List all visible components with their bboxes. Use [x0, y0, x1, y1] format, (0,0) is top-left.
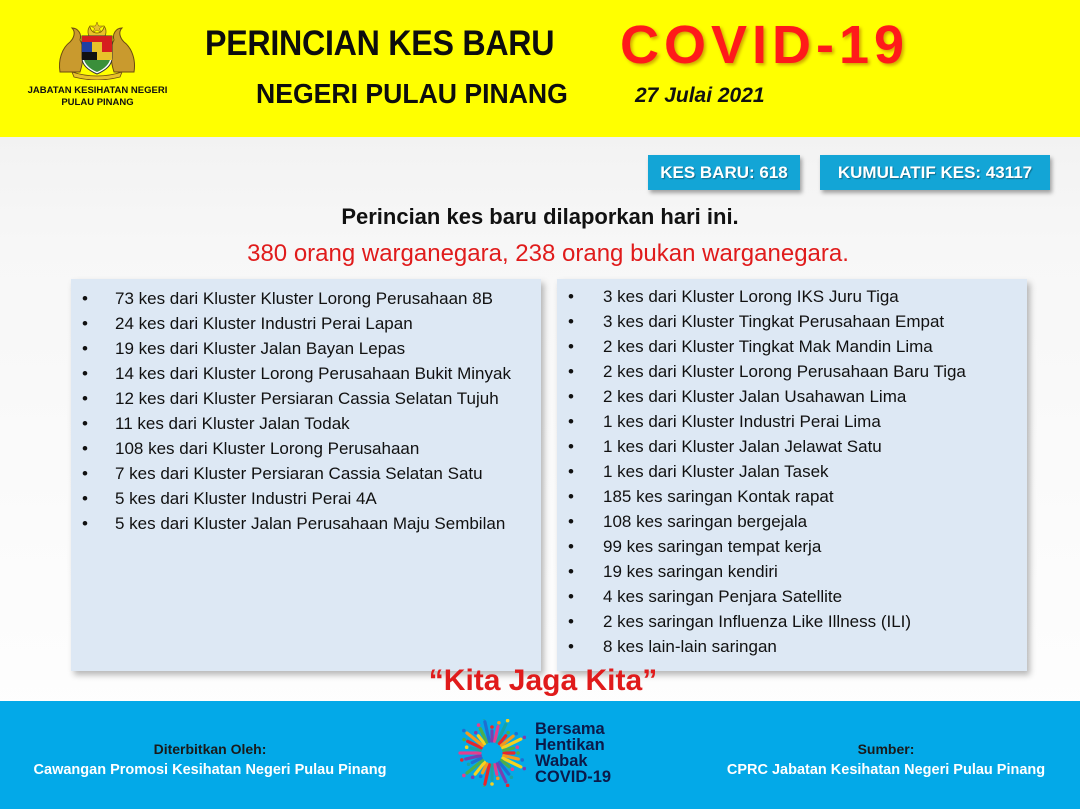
burst-dot: [506, 784, 510, 787]
list-item: • 108 kes saringan bergejala: [603, 509, 1019, 534]
source-value: CPRC Jabatan Kesihatan Negeri Pulau Pinang: [726, 762, 1046, 778]
list-item: • 3 kes dari Kluster Tingkat Perusahaan Empat: [603, 309, 1019, 334]
list-item: • 1 kes dari Kluster Jalan Tasek: [603, 459, 1019, 484]
burst-dot: [506, 731, 510, 735]
burst-dot: [465, 745, 469, 749]
burst-dot: [523, 736, 526, 740]
list-item: • 8 kes lain-lain saringan: [603, 634, 1019, 659]
burst-dot: [506, 719, 510, 722]
list-item: • 1 kes dari Kluster Industri Perai Lima: [603, 409, 1019, 434]
list-item: • 14 kes dari Kluster Lorong Perusahaan Bukit Minyak: [115, 361, 531, 386]
new-cases-badge: KES BARU: 618: [648, 155, 800, 190]
cluster-list-left: [71, 279, 541, 671]
list-item: • 2 kes dari Kluster Lorong Perusahaan Baru Tiga: [603, 359, 1019, 384]
footer-banner: [0, 701, 1080, 809]
cumulative-cases-badge: KUMULATIF KES: 43117: [820, 155, 1050, 190]
source-label: Sumber:: [857, 741, 915, 757]
coat-of-arms-icon: [56, 20, 138, 80]
list-item: • 108 kes dari Kluster Lorong Perusahaan: [115, 436, 531, 461]
list-item: • 7 kes dari Kluster Persiaran Cassia Selatan Satu: [115, 461, 531, 486]
page-title: PERINCIAN KES BARU: [205, 24, 555, 63]
list-item: • 1 kes dari Kluster Jalan Jelawat Satu: [603, 434, 1019, 459]
burst-dot: [467, 762, 471, 766]
report-date: 27 Julai 2021: [635, 84, 765, 107]
burst-dot: [510, 775, 514, 779]
list-item: • 2 kes saringan Influenza Like Illness (ILI): [603, 609, 1019, 634]
covid-title: COVID-19: [620, 15, 910, 75]
list-item: • 19 kes saringan kendiri: [603, 559, 1019, 584]
burst-dot: [523, 767, 526, 771]
burst-dot: [462, 774, 466, 778]
list-item: • 4 kes saringan Penjara Satellite: [603, 584, 1019, 609]
list-item: • 5 kes dari Kluster Industri Perai 4A: [115, 486, 531, 511]
list-item: • 11 kes dari Kluster Jalan Todak: [115, 411, 531, 436]
list-item: • 5 kes dari Kluster Jalan Perusahaan Maju Sembilan: [115, 511, 531, 536]
publisher-label: Diterbitkan Oleh:: [153, 741, 267, 757]
burst-ray: [504, 748, 514, 750]
burst-dot: [497, 721, 501, 725]
radial-burst-logo-icon: [458, 719, 526, 787]
burst-dot: [479, 775, 483, 779]
list-item: • 12 kes dari Kluster Persiaran Cassia Selatan Tujuh: [115, 386, 531, 411]
slogan: “Kita Jaga Kita”: [428, 664, 658, 697]
list-item: • 2 kes dari Kluster Jalan Usahawan Lima: [603, 384, 1019, 409]
burst-dot: [496, 777, 500, 781]
list-item: • 24 kes dari Kluster Industri Perai Lapan: [115, 311, 531, 336]
list-item: • 19 kes dari Kluster Jalan Bayan Lepas: [115, 336, 531, 361]
burst-dot: [490, 725, 494, 729]
burst-ray: [495, 765, 497, 775]
header-banner: [0, 0, 1080, 137]
burst-dot: [520, 758, 524, 762]
citizenship-breakdown: 380 orang warganegara, 238 orang bukan warganegara.: [247, 240, 849, 267]
list-item: • 99 kes saringan tempat kerja: [603, 534, 1019, 559]
cluster-list-right: [557, 279, 1027, 671]
burst-dot: [514, 732, 518, 736]
burst-ray: [471, 748, 481, 750]
burst-dot: [511, 767, 515, 771]
source-info: [700, 739, 1072, 781]
page-subtitle: NEGERI PULAU PINANG: [256, 78, 568, 109]
list-item: • 2 kes dari Kluster Tingkat Mak Mandin Lima: [603, 334, 1019, 359]
burst-dot: [490, 782, 494, 786]
burst-dot: [482, 719, 486, 720]
summary-heading: Perincian kes baru dilaporkan hari ini.: [341, 204, 739, 229]
burst-dot: [516, 745, 520, 749]
burst-dot: [482, 786, 486, 787]
burst-dot: [516, 751, 520, 755]
department-name: JABATAN KESIHATAN NEGERI PULAU PINANG: [27, 85, 168, 108]
campaign-logo-text: Bersama Hentikan Wabak COVID-19: [535, 720, 612, 786]
burst-dot: [471, 775, 475, 779]
list-item: • 73 kes dari Kluster Kluster Lorong Perusahaan 8B: [115, 286, 531, 311]
burst-dot: [462, 738, 466, 742]
burst-dot: [462, 729, 466, 733]
burst-dot: [474, 731, 478, 735]
burst-dot: [460, 758, 464, 762]
list-item: • 3 kes dari Kluster Lorong IKS Juru Tiga: [603, 284, 1019, 309]
publisher-info: [20, 739, 400, 781]
publisher-value: Cawangan Promosi Kesihatan Negeri Pulau Pinang: [33, 762, 387, 778]
list-item: • 185 kes saringan Kontak rapat: [603, 484, 1019, 509]
burst-dot: [477, 723, 481, 727]
